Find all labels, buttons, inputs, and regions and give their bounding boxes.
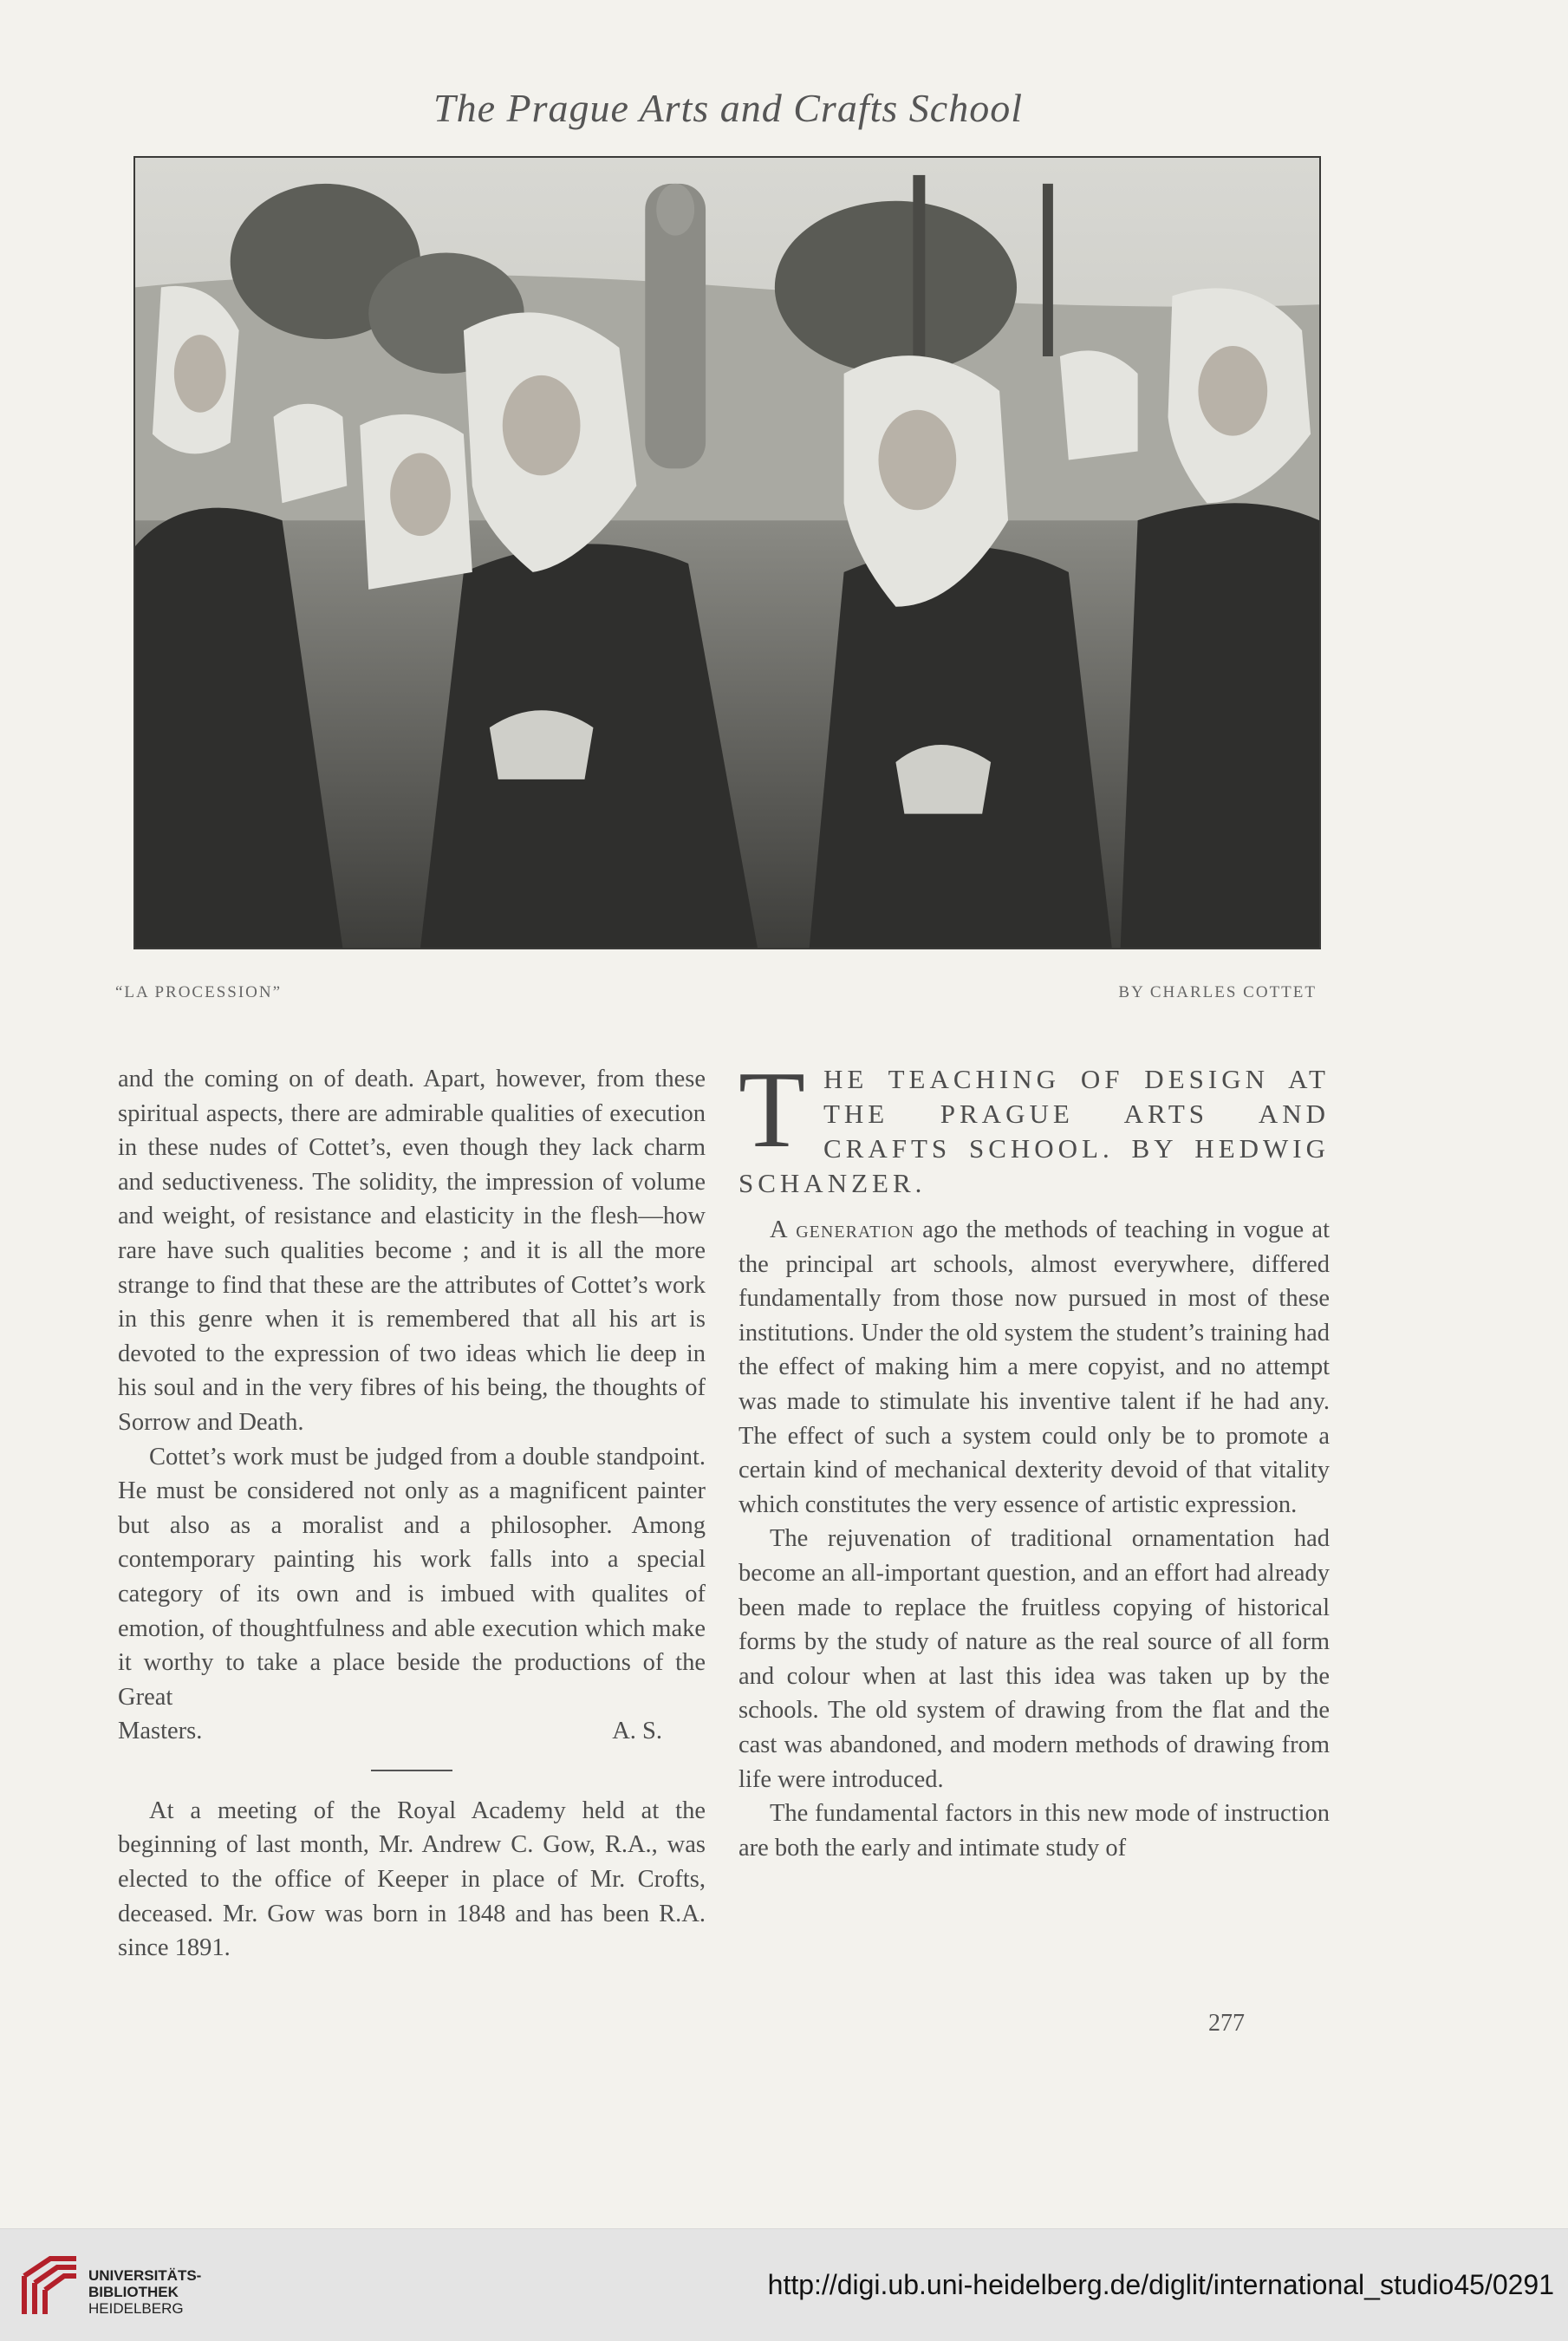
- painting-plate: [133, 156, 1321, 949]
- right-paragraph-3: The fundamental factors in this new mode of instruction are both the early and intimate study of: [738, 1800, 1330, 1862]
- article-heading-text: HE TEACHING OF DESIGN AT THE PRAGUE ARTS AND CRAFTS SCHOOL. BY HEDWIG SCHANZER.: [738, 1064, 1330, 1198]
- painting-illustration: [135, 158, 1319, 948]
- right-paragraph-2: The rejuvenation of traditional ornamentation had become an all-important question, and an effort had already been made to replace the fruitless copying of historical forms by the study of nature as the real source of all form and colour when at last this idea was taken up by the schools. The old system of drawing from the flat and the cast was abandoned, and modern methods of drawing from life were introduced.: [738, 1525, 1330, 1793]
- source-url-link[interactable]: http://digi.ub.uni-heidelberg.de/diglit/international_studio45/0291: [767, 2269, 1554, 2300]
- plate-caption-credit: BY CHARLES COTTET: [1118, 983, 1317, 1001]
- section-divider: [371, 1770, 452, 1771]
- right-paragraph-1: [738, 1213, 1330, 1522]
- lead-in: A generation: [770, 1216, 914, 1243]
- library-name-line-2: BIBLIOTHEK: [88, 2284, 179, 2300]
- article-heading: [738, 1050, 1330, 1201]
- library-logo-icon: [16, 2250, 85, 2319]
- library-name: [88, 2267, 201, 2317]
- library-name-line-1: UNIVERSITÄTS-: [88, 2267, 202, 2284]
- right-column: [738, 1050, 1330, 1865]
- page-number: 277: [1208, 2010, 1245, 2037]
- author-initials: A. S.: [612, 1718, 662, 1745]
- left-paragraph-2: Cottet’s work must be judged from a double standpoint. He must be considered not only as a magnificent painter but also as a moralist and a philosopher. Among contemporary painting his work falls into a special category of its own and is imbued with qualites of emotion, of thoughtfulness and able execution which make it worthy to take a place beside the productions of the Great: [118, 1443, 706, 1711]
- right-paragraph-1-text: ago the methods of teaching in vogue at the principal art schools, almost everywhere, differed fundamentally from those now pursued in most of these institutions. Under the old system the student’s training had the effect of making him a mere copyist, and no attempt was made to stimulate his inventive talent if he had any. The effect of such a system could only be to promote a certain kind of mechanical dexterity devoid of that vitality which constitutes the very essence of artistic expression.: [738, 1216, 1330, 1518]
- library-name-line-3: HEIDELBERG: [88, 2300, 184, 2317]
- left-column: [118, 1062, 706, 1966]
- digitization-footer: [0, 2228, 1568, 2341]
- signature-line: [118, 1714, 706, 1749]
- left-paragraph-1: and the coming on of death. Apart, however, from these spiritual aspects, there are admirable qualities of execution in these nudes of Cottet’s, even though they lack charm and seductiveness. The solidity, the impression of volume and weight, of resistance and elasticity in the flesh—how rare have such qualities become ; and it is all the more strange to find that these are the attributes of Cottet’s work in this genre when it is remembered that all his art is devoted to the expression of two ideas which lie deep in his soul and in the very fibres of his being, the thoughts of Sorrow and Death.: [118, 1066, 706, 1436]
- plate-caption-title: “LA PROCESSION”: [115, 983, 283, 1001]
- drop-cap: T: [738, 1050, 810, 1170]
- left-paragraph-2-end: Masters.: [118, 1718, 203, 1745]
- left-paragraph-3: At a meeting of the Royal Academy held at the beginning of last month, Mr. Andrew C. Gow, R.A., was elected to the office of Keeper in place of Mr. Crofts, deceased. Mr. Gow was born in 1848 and has been R.A. since 1891.: [118, 1797, 706, 1962]
- running-head: The Prague Arts and Crafts School: [433, 86, 1023, 130]
